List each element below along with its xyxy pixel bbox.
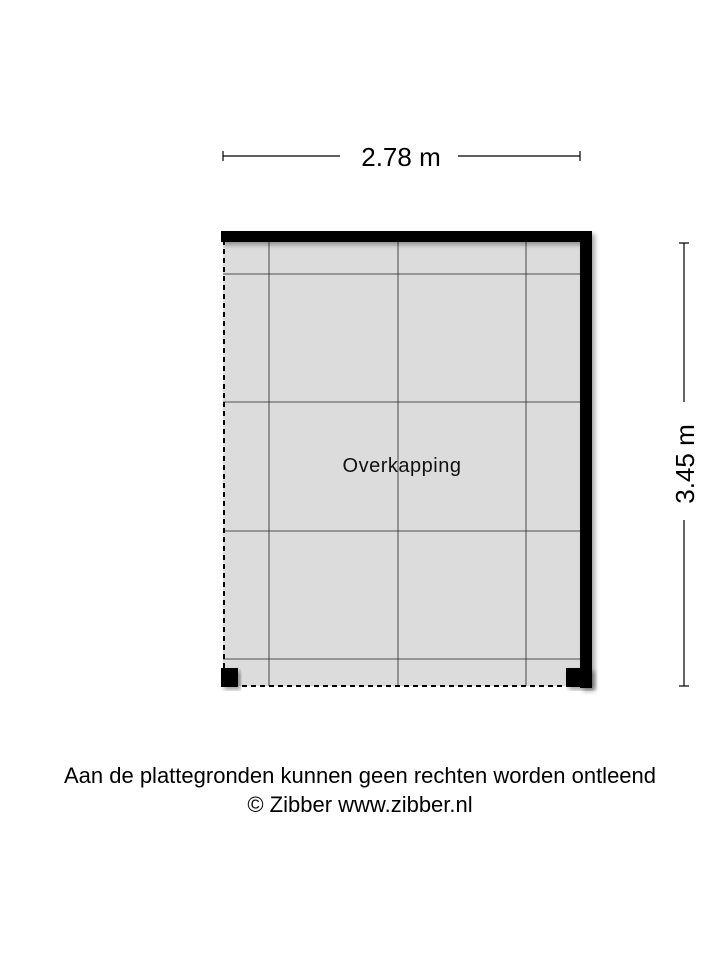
room-label: Overkapping — [342, 455, 462, 477]
top-wall — [221, 231, 592, 242]
post-bottom-right — [566, 668, 592, 687]
width-dimension — [223, 142, 580, 172]
post-bottom-left — [221, 668, 238, 687]
height-dimension-label: 3.45 m — [670, 424, 700, 504]
width-dimension-label: 2.78 m — [361, 142, 441, 172]
right-wall — [580, 231, 592, 688]
disclaimer-text: Aan de plattegronden kunnen geen rechten worden ontleend — [63, 763, 657, 788]
copyright-text: © Zibber www.zibber.nl — [247, 792, 473, 817]
height-dimension — [670, 243, 700, 686]
